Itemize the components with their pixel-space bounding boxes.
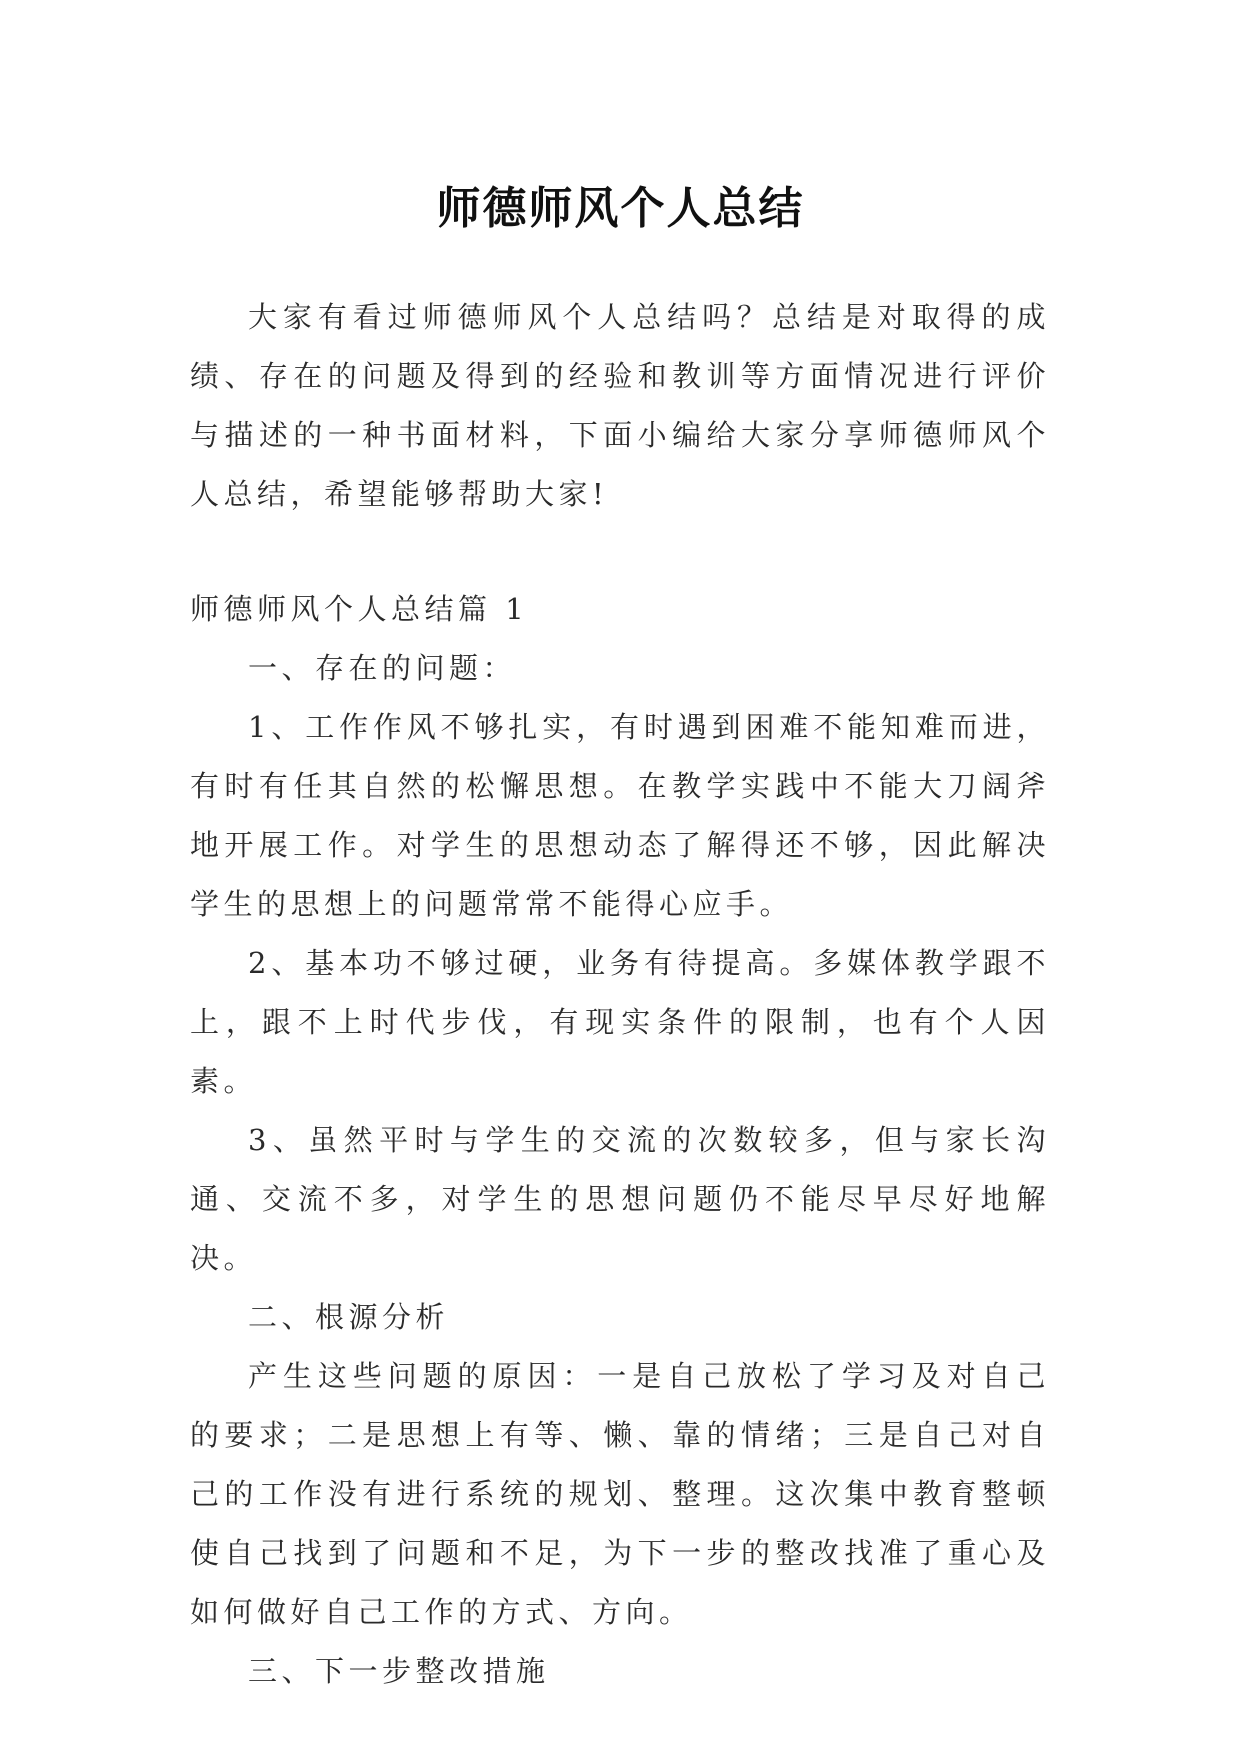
- section-1: [190, 580, 1050, 1701]
- paragraph-problem-3: 3、虽然平时与学生的交流的次数较多，但与家长沟通、交流不多，对学生的思想问题仍不能尽早尽好地解决。: [190, 1123, 1050, 1275]
- paragraph-problems-heading: 一、存在的问题：: [248, 651, 517, 685]
- section-title: 师德师风个人总结篇 1: [190, 592, 529, 626]
- paragraph-root-cause-heading: 二、根源分析: [248, 1300, 450, 1334]
- intro-block: [190, 288, 1050, 524]
- paragraph-next-steps-heading: 三、下一步整改措施: [248, 1654, 550, 1688]
- document-title: 师德师风个人总结: [436, 183, 805, 235]
- intro-paragraph: 大家有看过师德师风个人总结吗？总结是对取得的成绩、存在的问题及得到的经验和教训等方面情况进行评价与描述的一种书面材料，下面小编给大家分享师德师风个人总结，希望能够帮助大家!: [190, 300, 1050, 511]
- paragraph-problem-1: 1、工作作风不够扎实，有时遇到困难不能知难而进，有时有任其自然的松懈思想。在教学实践中不能大刀阔斧地开展工作。对学生的思想动态了解得还不够，因此解决学生的思想上的问题常常不能得心应手。: [190, 710, 1050, 921]
- paragraph-root-cause: 产生这些问题的原因：一是自己放松了学习及对自己的要求；二是思想上有等、懒、靠的情绪；三是自己对自己的工作没有进行系统的规划、整理。这次集中教育整顿使自己找到了问题和不足，为下一步的整改找准了重心及如何做好自己工作的方式、方向。: [190, 1359, 1050, 1629]
- paragraph-problem-2: 2、基本功不够过硬，业务有待提高。多媒体教学跟不上，跟不上时代步伐，有现实条件的限制，也有个人因素。: [190, 946, 1050, 1098]
